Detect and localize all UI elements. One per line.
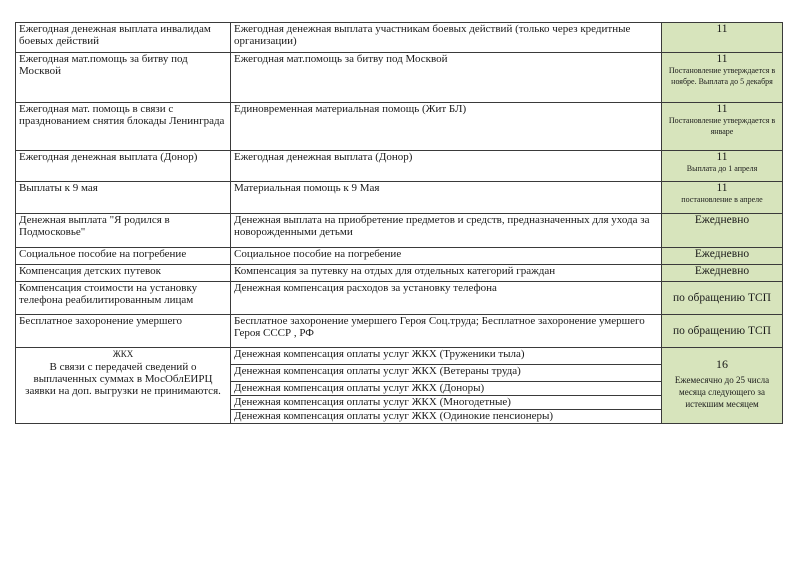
payment-description: Единовременная материальная помощь (Жит БЛ) [231,103,662,151]
deadline-note: Выплата до 1 апреля [686,164,758,173]
deadline-value: Ежедневно [694,265,750,277]
table-row [16,248,783,265]
deadline-note: Постановление утверждается в ноябре. Выплата до 5 декабря [668,66,776,86]
deadline-value: 16 [716,357,728,371]
payment-name: Выплаты к 9 мая [16,182,231,214]
payment-description: Ежегодная мат.помощь за битву под Москвой [231,53,662,103]
payment-description: Материальная помощь к 9 Мая [231,182,662,214]
table-row [16,315,783,348]
deadline-value: 11 [716,151,728,163]
payment-name: Компенсация стоимости на установку телефона реабилитированным лицам [16,282,231,315]
table-row [16,265,783,282]
payment-deadline [662,315,783,348]
payment-name: Ежегодная денежная выплата (Донор) [16,151,231,182]
payment-description: Бесплатное захоронение умершего Героя Соц.труда; Бесплатное захоронение умершего Героя СССР , РФ [231,315,662,348]
table-row [16,103,783,151]
deadline-value: 11 [716,23,728,35]
payment-name: Социальное пособие на погребение [16,248,231,265]
payment-deadline [662,248,783,265]
payment-description: Социальное пособие на погребение [231,248,662,265]
table-row [16,182,783,214]
payments-table [15,22,783,424]
payment-deadline [662,282,783,315]
zhkh-section [16,348,231,424]
deadline-value: 11 [716,182,728,194]
payment-name: Компенсация детских путевок [16,265,231,282]
payment-deadline [662,151,783,182]
payment-deadline [662,53,783,103]
payment-name: Ежегодная мат. помощь в связи с празднованием снятия блокады Ленинграда [16,103,231,151]
zhkh-note: В связи с передачей сведений о выплаченных суммах в МосОблЕИРЦ заявки на доп. выгрузки не принимаются. [25,361,221,397]
payment-deadline [662,214,783,248]
payment-description: Денежная компенсация оплаты услуг ЖКХ (Одинокие пенсионеры) [231,410,662,424]
deadline-value: Ежедневно [694,248,750,260]
payment-deadline [662,23,783,53]
payment-name: Денежная выплата "Я родился в Подмосковье" [16,214,231,248]
deadline-value: Ежедневно [694,214,750,226]
deadline-value: 11 [716,53,728,65]
deadline-note: Постановление утверждается в январе [668,116,776,136]
payment-description: Денежная компенсация оплаты услуг ЖКХ (Ветераны труда) [231,365,662,382]
deadline-note: постановление в апреле [681,195,763,204]
table-row [16,348,783,365]
deadline-value: 11 [716,103,728,115]
table-row [16,53,783,103]
table-row [16,282,783,315]
zhkh-deadline [662,348,783,424]
payment-description: Ежегодная денежная выплата (Донор) [231,151,662,182]
table-row [16,23,783,53]
payment-description: Денежная выплата на приобретение предметов и средств, предназначенных для ухода за новорожденными детьми [231,214,662,248]
payment-deadline [662,265,783,282]
deadline-note: Ежемесячно до 25 числа месяца следующего за истекшим месяцем [674,375,770,409]
payment-deadline [662,182,783,214]
payment-description: Денежная компенсация оплаты услуг ЖКХ (Доноры) [231,382,662,396]
payment-description: Ежегодная денежная выплата участникам боевых действий (только через кредитные организации) [231,23,662,53]
deadline-value: по обращению ТСП [673,292,771,304]
table-row [16,151,783,182]
zhkh-title: ЖКХ [112,349,134,359]
payment-name: Ежегодная мат.помощь за битву под Москвой [16,53,231,103]
payment-description: Компенсация за путевку на отдых для отдельных категорий граждан [231,265,662,282]
payment-deadline [662,103,783,151]
payment-description: Денежная компенсация оплаты услуг ЖКХ (Многодетные) [231,396,662,410]
table-row [16,214,783,248]
payment-description: Денежная компенсация расходов за установку телефона [231,282,662,315]
payment-name: Ежегодная денежная выплата инвалидам боевых действий [16,23,231,53]
deadline-value: по обращению ТСП [673,325,771,337]
payment-description: Денежная компенсация оплаты услуг ЖКХ (Труженики тыла) [231,348,662,365]
payment-name: Бесплатное захоронение умершего [16,315,231,348]
